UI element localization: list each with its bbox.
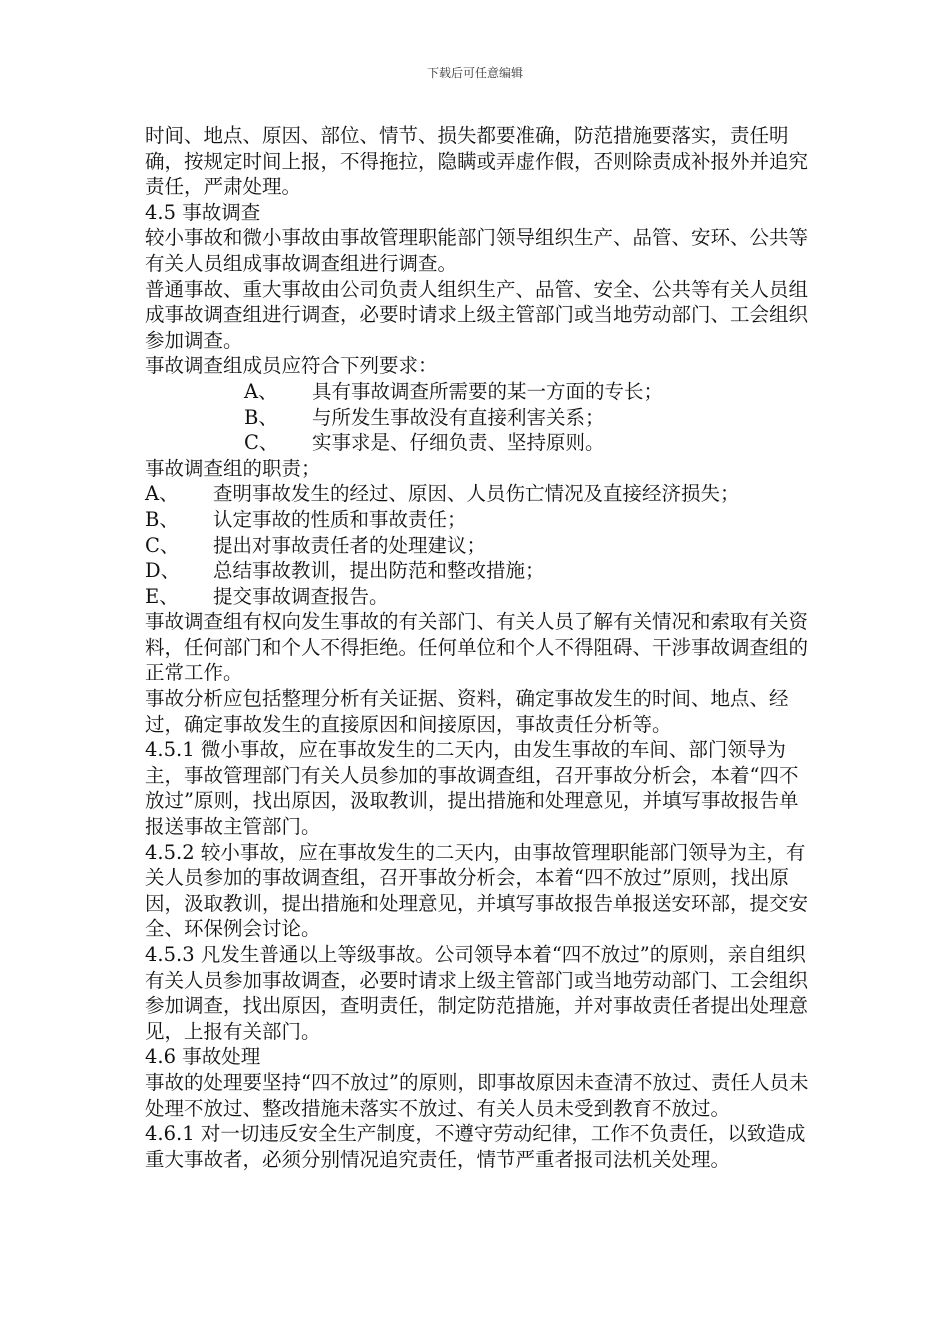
list-item-text: 查明事故发生的经过、原因、人员伤亡情况及直接经济损失； — [213, 482, 740, 506]
page-header: 下载后可任意编辑 — [426, 66, 523, 80]
list-item — [145, 481, 817, 507]
list-item-text: 具有事故调查所需要的某一方面的专长； — [312, 379, 664, 403]
heading-4-6: 4.6 事故处理 — [145, 1045, 261, 1069]
document-body — [145, 123, 817, 1172]
list-marker: A、 — [145, 482, 179, 506]
list-item-text: 与所发生事故没有直接利害关系； — [312, 405, 605, 429]
list-item — [244, 430, 817, 456]
list-item-text: 总结事故教训，提出防范和整改措施； — [213, 559, 545, 583]
list-item — [145, 584, 817, 610]
list-item-text: 实事求是、仔细负责、坚持原则。 — [312, 431, 605, 455]
list-marker: C、 — [244, 431, 279, 455]
list-item-text: 提出对事故责任者的处理建议； — [213, 533, 487, 557]
list-item — [145, 558, 817, 584]
paragraph-4-5-1: 4.5.1 微小事故，应在事故发生的二天内，由发生事故的车间、部门领导为主，事故管理部门有关人员参加的事故调查组，召开事故分析会，本着“四不放过”原则，找出原因，汲取教训，提出措施和处理意见，并填写事故报告单报送事故主管部门。 — [145, 738, 799, 839]
list-item — [145, 533, 817, 559]
duties-list — [145, 481, 817, 609]
paragraph-report-requirements: 时间、地点、原因、部位、情节、损失都要准确，防范措施要落实，责任明确，按规定时间上报，不得拖拉，隐瞒或弄虚作假，否则除责成补报外并追究责任，严肃处理。 — [145, 124, 809, 199]
paragraph-4-6-1: 4.6.1 对一切违反安全生产制度，不遵守劳动纪律，工作不负责任，以致造成重大事故者，必须分别情况追究责任，情节严重者报司法机关处理。 — [145, 1122, 806, 1171]
list-marker: B、 — [244, 405, 278, 429]
list-item-text: 认定事故的性质和事故责任； — [213, 507, 467, 531]
list-item — [244, 379, 817, 405]
paragraph-four-principles: 事故的处理要坚持“四不放过”的原则，即事故原因未查清不放过、责任人员未处理不放过、整改措施未落实不放过、有关人员未受到教育不放过。 — [145, 1070, 809, 1120]
paragraph-4-5-3: 4.5.3 凡发生普通以上等级事故。公司领导本着“四不放过”的原则，亲自组织有关人员参加事故调查，必要时请求上级主管部门或当地劳动部门、工会组织参加调查，找出原因，查明责任，制定防范措施，并对事故责任者提出处理意见，上报有关部门。 — [145, 943, 809, 1043]
list-marker: A、 — [244, 379, 278, 403]
paragraph-duties-intro: 事故调查组的职责； — [145, 456, 321, 480]
paragraph-minor-accidents: 较小事故和微小事故由事故管理职能部门领导组织生产、品管、安环、公共等有关人员组成事故调查组进行调查。 — [145, 226, 809, 275]
list-marker: D、 — [145, 559, 181, 583]
paragraph-investigation-rights: 事故调查组有权向发生事故的有关部门、有关人员了解有关情况和索取有关资料，任何部门和个人不得拒绝。任何单位和个人不得阻碍、干涉事故调查组的正常工作。 — [145, 610, 809, 685]
list-marker: B、 — [145, 507, 179, 531]
list-item — [244, 405, 817, 431]
paragraph-member-requirements: 事故调查组成员应符合下列要求： — [145, 354, 438, 378]
heading-4-5: 4.5 事故调查 — [145, 200, 261, 224]
list-marker: C、 — [145, 533, 180, 557]
paragraph-major-accidents: 普通事故、重大事故由公司负责人组织生产、品管、安全、公共等有关人员组成事故调查组进行调查，必要时请求上级主管部门或当地劳动部门、工会组织参加调查。 — [145, 277, 809, 352]
paragraph-4-5-2: 4.5.2 较小事故，应在事故发生的二天内，由事故管理职能部门领导为主，有关人员参加的事故调查组，召开事故分析会，本着“四不放过”原则，找出原因，汲取教训，提出措施和处理意见，并填写事故报告单报送安环部，提交安全、环保例会讨论。 — [145, 840, 809, 941]
list-item-text: 提交事故调查报告。 — [213, 584, 389, 608]
requirements-list — [145, 379, 817, 456]
paragraph-accident-analysis: 事故分析应包括整理分析有关证据、资料，确定事故发生的时间、地点、经过，确定事故发生的直接原因和间接原因，事故责任分析等。 — [145, 687, 789, 736]
list-item — [145, 507, 817, 533]
list-marker: E、 — [145, 584, 179, 608]
